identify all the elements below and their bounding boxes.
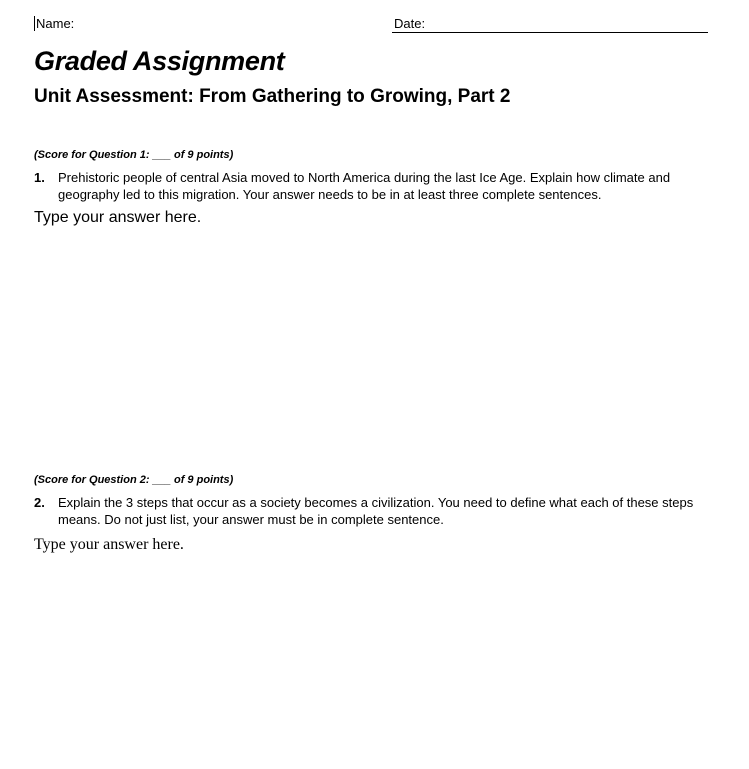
question-2-text: Explain the 3 steps that occur as a society becomes a civilization. You need to define what each of these steps means. Do not just list, your answer must be in complete sentence. xyxy=(58,495,694,527)
name-label[interactable]: Name: xyxy=(36,16,75,31)
page-subtitle: Unit Assessment: From Gathering to Growing, Part 2 xyxy=(34,86,511,107)
question-2-answer-field[interactable]: Type your answer here. xyxy=(34,536,184,553)
header-row xyxy=(34,14,708,34)
page-title: Graded Assignment xyxy=(34,46,285,76)
date-field[interactable] xyxy=(392,14,708,33)
question-1-text: Prehistoric people of central Asia moved to North America during the last Ice Age. Explain how climate and geography led to this migration. Your answer needs to be in at least three complete sentences. xyxy=(58,170,671,202)
question-1-score: (Score for Question 1: ___ of 9 points) xyxy=(34,149,234,161)
question-2-number: 2. xyxy=(34,495,45,510)
date-label: Date: xyxy=(394,16,426,31)
question-1 xyxy=(34,169,704,203)
question-1-number: 1. xyxy=(34,170,45,185)
question-2-score: (Score for Question 2: ___ of 9 points) xyxy=(34,474,234,486)
question-2 xyxy=(34,494,704,528)
question-1-answer-field[interactable]: Type your answer here. xyxy=(34,209,202,226)
